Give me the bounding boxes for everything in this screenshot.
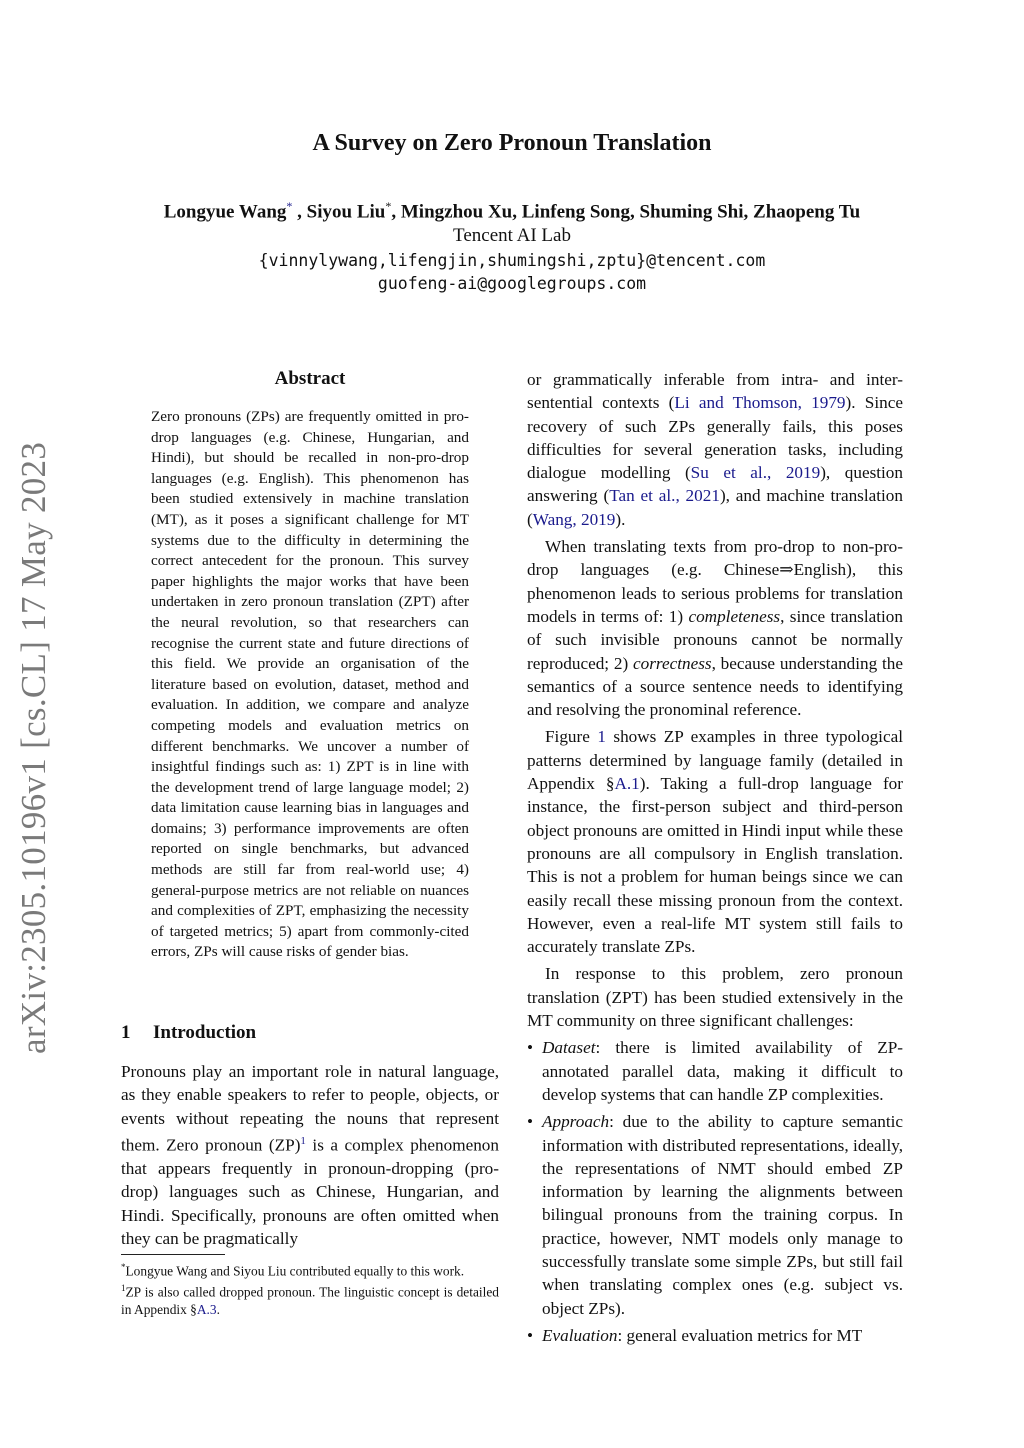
section-heading bbox=[121, 1022, 256, 1044]
author-name: Shuming Shi bbox=[639, 201, 744, 223]
email-line: guofeng-ai@googlegroups.com bbox=[377, 274, 647, 293]
intro-paragraph: or grammatically inferable from intra- and inter-sentential contexts (Li and Thomson, 1979). Since recovery of such ZPs generally fails, this poses difficulties for several generation tasks, including dialogue modelling (Su et al., 2019), question answering (Tan et al., 2021), and machine translation (Wang, 2019). bbox=[527, 370, 903, 529]
list-item: • Approach: due to the ability to capture semantic information with distributed representations, ideally, the representations of NMT should embed ZP information by learning the alignments between bilingual pronouns from the training corpus. In practice, however, NMT models only manage to successfully translate some simple ZPs, but still fail when translating complex ones (e.g. subject vs. object ZPs). bbox=[527, 1112, 903, 1318]
author-name: Mingzhou Xu bbox=[400, 201, 513, 223]
appendix-link[interactable]: A.3 bbox=[196, 1301, 217, 1317]
footnote-1: *Longyue Wang and Siyou Liu contributed equally to this work. bbox=[121, 1262, 465, 1279]
intro-paragraph: In response to this problem, zero pronoun translation (ZPT) has been studied extensively in the MT community on three significant challenges: bbox=[527, 964, 903, 1031]
paper-title: A Survey on Zero Pronoun Translation bbox=[312, 130, 712, 156]
section-number: 1 bbox=[121, 1022, 131, 1043]
affiliation: Tencent AI Lab bbox=[453, 225, 571, 246]
list-item: • Evaluation: general evaluation metrics for MT bbox=[527, 1325, 863, 1345]
author-name: Zhaopeng Tu bbox=[753, 201, 861, 223]
email-line: {vinnylywang,lifengjin,shumingshi,zptu}@tencent.com bbox=[258, 251, 766, 270]
citation-link[interactable]: Li and Thomson, 1979 bbox=[674, 393, 846, 413]
citation-link[interactable]: Su et al., 2019 bbox=[690, 463, 821, 483]
challenge-list bbox=[527, 1036, 903, 1347]
footnote-2: $^1$ZP is also called dropped pronoun. The linguistic concept is detailed in Appendix §A.3. bbox=[121, 1282, 499, 1317]
author-name: Longyue Wang bbox=[163, 201, 287, 223]
author-name: Siyou Liu bbox=[306, 201, 386, 223]
section-title: Introduction bbox=[153, 1022, 257, 1043]
intro-paragraph: Figure 1 shows ZP examples in three typological patterns determined by language family (detailed in Appendix §A.1). Taking a full-drop language for instance, the first-person subject and third-person object pronouns are omitted in Hindi input while these pronouns are all compulsory in English translation. This is not a problem for human beings since we can easily recall these missing pronoun from the context. However, even a real-life MT system still fails to accurately translate ZPs. bbox=[527, 727, 903, 957]
citation-link[interactable]: Wang, 2019 bbox=[532, 509, 616, 529]
appendix-link[interactable]: A.1 bbox=[614, 774, 640, 794]
intro-paragraph: Pronouns play an important role in natural language, as they enable speakers to refer to people, objects, or events without repeating the nouns that represent them. Zero pronoun (ZP)$^1$ is a complex phenomenon that appears frequently in pronoun-dropping (pro-drop) languages such as Chinese, Hungarian, and Hindi. Specifically, pronouns are often omitted when they can be pragmatically bbox=[121, 1062, 499, 1248]
equal-contribution-mark: * bbox=[385, 199, 392, 213]
footnote-ref[interactable]: 1 bbox=[300, 1134, 306, 1147]
author-list: Longyue Wang* , Siyou Liu*, Mingzhou Xu, Linfeng Song, Shuming Shi, Zhaopeng Tu bbox=[163, 199, 861, 223]
intro-paragraph: When translating texts from pro-drop to non-pro-drop languages (e.g. Chinese⇒English), this phenomenon leads to serious problems for translation models in terms of: 1) completeness, since translation of such invisible pronouns cannot be normally reproduced; 2) correctness, because understanding the semantics of a source sentence needs to identifying and resolving the pronominal reference. bbox=[527, 537, 904, 720]
arxiv-identifier-stamp[interactable]: arXiv:2305.10196v1 [cs.CL] 17 May 2023 bbox=[14, 441, 53, 1054]
abstract-body: Zero pronouns (ZPs) are frequently omitted in pro-drop languages (e.g. Chinese, Hungarian, and Hindi), but should be recalled in non-pro-drop languages (e.g. English). This phenomenon has been studied extensively in machine translation (MT), as it poses a significant challenge for MT systems due to the difficulty in determining the correct antecedent for the pronoun. This survey paper highlights the major works that have been undertaken in zero pronoun translation (ZPT) after the neural revolution, so that researchers can recognise the current state and future directions of this field. We provide an organisation of the literature based on evolution, dataset, method and evaluation. In addition, we compare and analyze competing models and evaluation metrics on different benchmarks. We uncover a number of insightful findings such as: 1) ZPT is in line with the development trend of large language model; 2) data limitation cause learning bias in languages and domains; 3) performance improvements are often reported on single benchmarks, but advanced methods are still far from real-world use; 4) general-purpose metrics are not reliable on nuances and complexities of ZPT, emphasizing the necessity of targeted metrics; 5) apart from commonly-cited errors, ZPs will cause risks of gender bias. bbox=[151, 408, 469, 961]
equal-contribution-mark[interactable]: * bbox=[286, 199, 293, 213]
figure-link[interactable]: 1 bbox=[597, 727, 606, 747]
footnote-divider bbox=[121, 1254, 225, 1255]
author-name: Linfeng Song bbox=[521, 201, 630, 223]
right-column bbox=[527, 368, 903, 1347]
citation-link[interactable]: Tan et al., 2021 bbox=[609, 486, 720, 506]
list-item: • Dataset: there is limited availability of ZP-annotated parallel data, making it difficult to develop systems that can handle ZP complexities. bbox=[527, 1038, 903, 1104]
footnotes bbox=[121, 1259, 499, 1318]
abstract-heading: Abstract bbox=[274, 368, 346, 389]
